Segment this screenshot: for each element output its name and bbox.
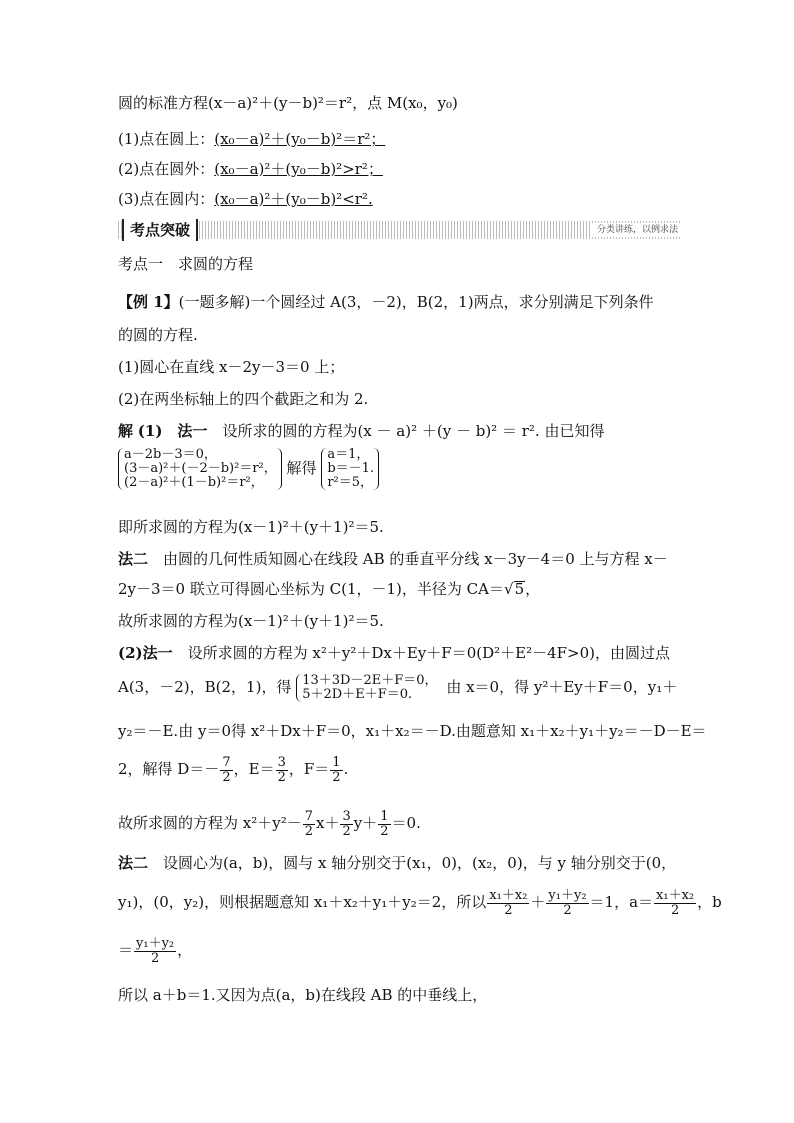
result-3: 故所求圆的方程为 x²＋y²－ $\frac{7}{2}$ x＋ $\frac{3}{2}$ y＋ $\frac{1}{2}$ ＝0. xyxy=(118,808,421,839)
case-on-circle: (1)点在圆上：(x₀－a)²＋(y₀－b)²＝r²； xyxy=(118,130,386,148)
result-2: 故所求圆的方程为(x－1)²＋(y＋1)²＝5. xyxy=(118,612,384,630)
fraction-d: $\frac{7}{2}$ xyxy=(222,754,231,785)
kaodian-heading: 考点一 求圆的方程 xyxy=(118,255,254,273)
part2-method1-line4: 2，解得 D＝－ $\frac{7}{2}$ ，E＝ $\frac{3}{2}$ ，F＝ $\frac{1}{2}$ . xyxy=(118,754,349,785)
example-stem: 【例 1】(一题多解)一个圆经过 A(3，－2)，B(2，1)两点，求分别满足下列条件 xyxy=(118,293,654,311)
last-line: 所以 a＋b＝1.又因为点(a，b)在线段 AB 的中垂线上， xyxy=(118,986,488,1004)
part2-method2-line3: ＝ $\frac{\text{y₁＋y₂}}{2}$ ， xyxy=(118,935,193,966)
section-header-bar xyxy=(118,219,680,241)
fraction-f: $\frac{1}{2}$ xyxy=(332,754,341,785)
system-1-block: a－2b－3＝0， (3－a)²＋(－2－b)²＝r²， (2－a)²＋(1－b)²＝r²， 解得 a＝1， b＝－1. r²＝5， xyxy=(118,448,678,510)
example-label: 【例 1】 xyxy=(118,293,179,311)
section-subtitle: 分类讲练，以例求法 xyxy=(591,223,680,237)
fraction-e: $\frac{3}{2}$ xyxy=(277,754,286,785)
method-2-line2: 2y－3＝0 联立可得圆心坐标为 C(1，－1)，半径为 CA＝√5， xyxy=(118,580,541,598)
part2-method2-line1: 法二 设圆心为(a，b)，圆与 x 轴分别交于(x₁，0)，(x₂，0)，与 y 轴分别交于(0， xyxy=(118,854,677,872)
system-2: 13＋3D－2E＋F＝0， 5＋2D＋E＋F＝0. xyxy=(296,674,441,702)
intro-line: 圆的标准方程(x－a)²＋(y－b)²＝r²，点 M(x₀，y₀) xyxy=(118,94,458,112)
question-1: (1)圆心在直线 x－2y－3＝0 上； xyxy=(118,358,345,376)
part2-method1-line1: (2)法一 设所求圆的方程为 x²＋y²＋Dx＋Ey＋F＝0(D²＋E²－4F>0)，由圆过点 xyxy=(118,644,671,662)
jie-label: 解 xyxy=(118,422,134,440)
example-stem-2: 的圆的方程. xyxy=(118,326,198,344)
method-2-line1: 法二 由圆的几何性质知圆心在线段 AB 的垂直平分线 x－3y－4＝0 上与方程 x－ xyxy=(118,550,668,568)
question-2: (2)在两坐标轴上的四个截距之和为 2. xyxy=(118,390,369,408)
solution-part1-head: 解 (1) 法一 设所求的圆的方程为(x － a)² ＋(y － b)² ＝ r². 由已知得 xyxy=(118,422,605,440)
result-1: 即所求圆的方程为(x－1)²＋(y＋1)²＝5. xyxy=(118,518,384,536)
case-inside-circle: (3)点在圆内：(x₀－a)²＋(y₀－b)²<r². xyxy=(118,190,373,208)
part2-method1-line2: A(3，－2)，B(2，1)，得 13＋3D－2E＋F＝0， 5＋2D＋E＋F＝0. 由 x＝0，得 y²＋Ey＋F＝0，y₁＋ xyxy=(118,673,678,702)
part2-method1-line3: y₂＝－E.由 y＝0得 x²＋Dx＋F＝0，x₁＋x₂＝－D.由题意知 x₁＋x₂＋y₁＋y₂＝－D－E＝ xyxy=(118,722,707,740)
case-outside-circle: (2)点在圆外：(x₀－a)²＋(y₀－b)²>r²； xyxy=(118,160,383,178)
system-1: a－2b－3＝0， (3－a)²＋(－2－b)²＝r²， (2－a)²＋(1－b)²＝r²， xyxy=(118,448,282,490)
sqrt-value: 5 xyxy=(514,580,525,598)
section-title: 考点突破 xyxy=(122,219,198,241)
system-1-result: a＝1， b＝－1. r²＝5， xyxy=(321,448,379,490)
part2-method2-line2: y₁)，(0，y₂)，则根据题意知 x₁＋x₂＋y₁＋y₂＝2，所以 $\frac{\text{x₁＋x₂}}{2}$ ＋ $\frac{\text{y₁＋y₂}}{2}$ ＝1，a＝ $\frac{\text{x₁＋x₂}}{2}$ ，b xyxy=(118,887,722,918)
standard-equation: (x－a)²＋(y－b)²＝r²，点 M(x₀，y₀) xyxy=(208,94,458,112)
